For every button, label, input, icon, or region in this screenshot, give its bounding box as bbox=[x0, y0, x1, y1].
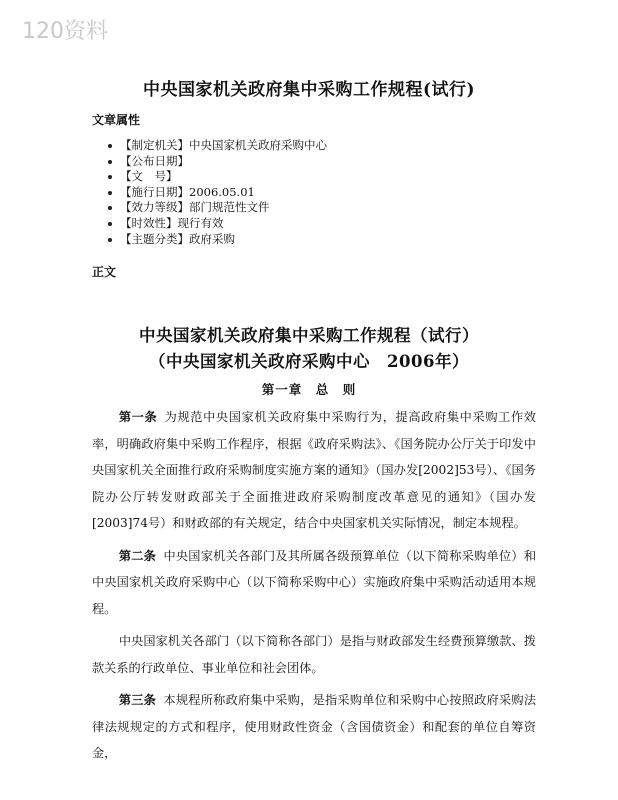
article-paragraph bbox=[92, 628, 536, 681]
article-label: 第二条 bbox=[118, 548, 157, 563]
attribute-issuer: 【制定机关】中央国家机关政府采购中心 bbox=[108, 138, 327, 154]
article-text: 为规范中央国家机关政府集中采购行为，提高政府集中采购工作效率，明确政府集中采购工作程序，根据《政府采购法》、《国务院办公厅关于印发中央国家机关全面推行政府采购制度实施方案的通知》（国办发[2002]53号）、《国务院办公厅转发财政部关于全面推进政府采购制度改革意见的通知》（国办发[2003]74号）和财政部的有关规定，结合中央国家机关实际情况，制定本规程。 bbox=[92, 410, 536, 530]
article-body bbox=[92, 404, 536, 773]
main-title: 中央国家机关政府集中采购工作规程（试行） bbox=[139, 326, 479, 345]
attribute-publish-date: 【公布日期】 bbox=[108, 154, 327, 170]
article-label: 第一条 bbox=[118, 410, 158, 424]
article-text: 本规程所称政府集中采购，是指采购单位和采购中心按照政府采购法律法规规定的方式和程序，使用财政性资金（含国债资金）和配套的单位自筹资金， bbox=[92, 693, 537, 760]
body-heading: 正文 bbox=[92, 265, 117, 279]
article-text: 中央国家机关各部门（以下简称各部门）是指与财政部发生经费预算缴款、拨款关系的行政单位、事业单位和社会团体。 bbox=[92, 634, 536, 675]
attribute-effective-date: 【施行日期】2006.05.01 bbox=[108, 185, 327, 201]
attributes-heading: 文章属性 bbox=[92, 113, 141, 127]
chapter-title: 第一章 总 则 bbox=[261, 382, 357, 397]
attributes-list bbox=[108, 138, 327, 247]
document-title: 中央国家机关政府集中采购工作规程(试行) bbox=[142, 80, 476, 100]
article-label: 第三条 bbox=[118, 693, 157, 707]
article-text: 中央国家机关各部门及其所属各级预算单位（以下简称采购单位）和中央国家机关政府采购中心（以下简称采购中心）实施政府集中采购活动适用本规程。 bbox=[92, 548, 537, 616]
attribute-legal-level: 【效力等级】部门规范性文件 bbox=[108, 200, 327, 216]
article-paragraph bbox=[92, 404, 536, 537]
watermark: 120资料 bbox=[22, 19, 108, 44]
attribute-doc-number: 【文 号】 bbox=[108, 169, 327, 185]
article-paragraph bbox=[92, 687, 536, 767]
main-subtitle: （中央国家机关政府采购中心 2006年） bbox=[149, 352, 469, 371]
attribute-category: 【主题分类】政府采购 bbox=[108, 232, 327, 248]
attribute-validity: 【时效性】现行有效 bbox=[108, 216, 327, 232]
article-paragraph bbox=[92, 543, 536, 623]
